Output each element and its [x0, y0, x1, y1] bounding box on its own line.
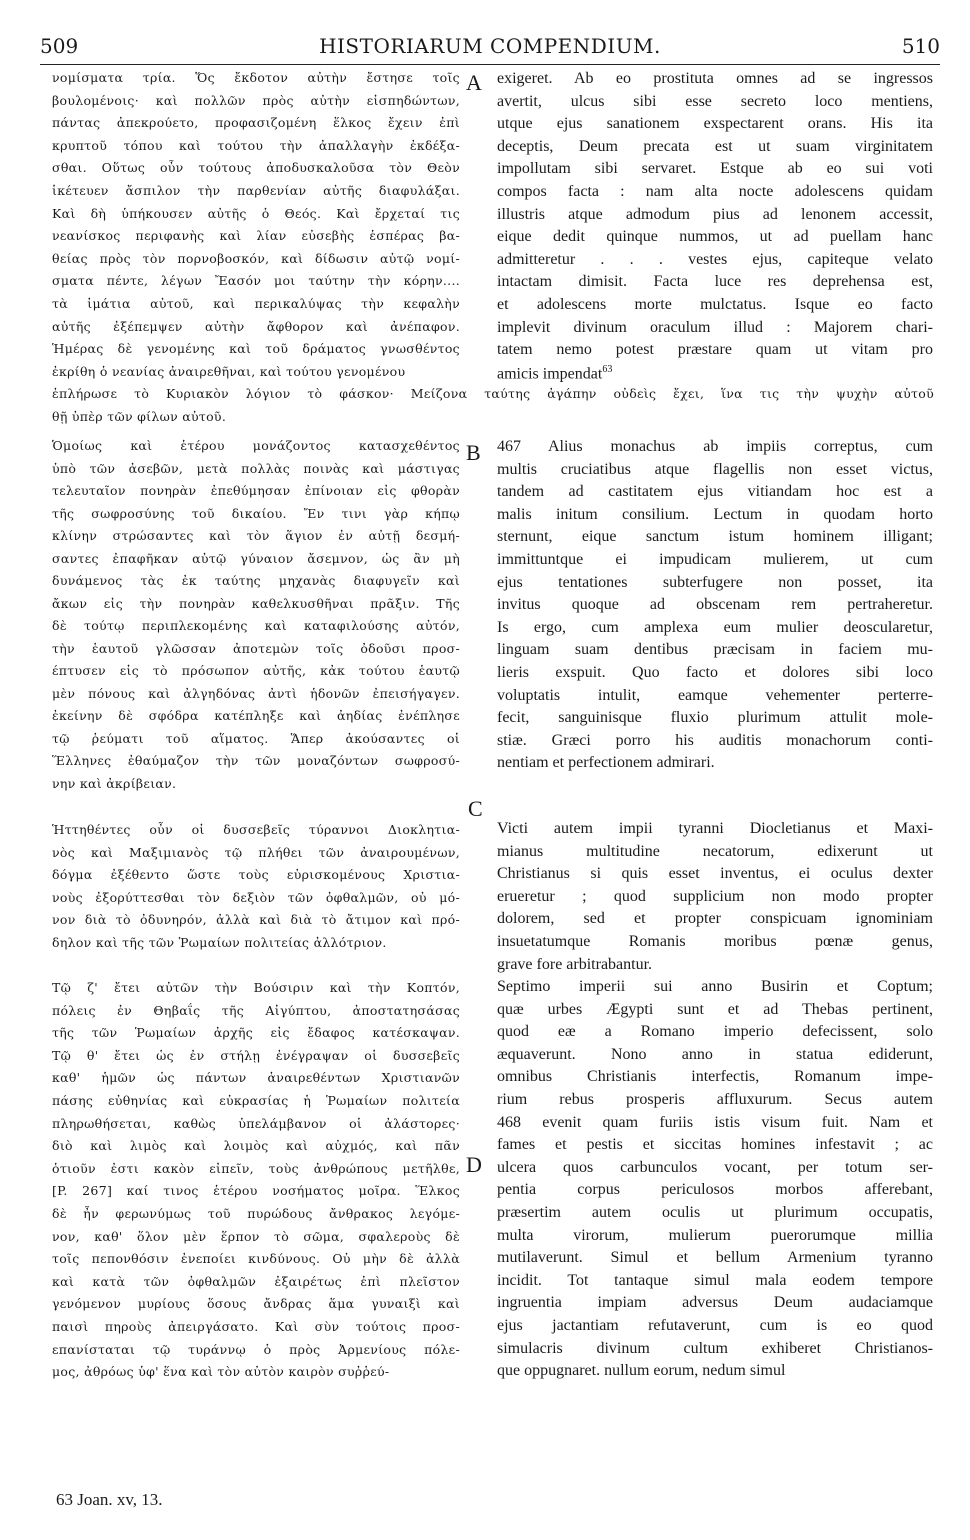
text-line: stiæ. Græci porro his auditis monachorum conti-: [497, 731, 933, 749]
page-header: [40, 34, 940, 64]
text-line: fames et pestis et siccitas homines infestavit ; ac: [497, 1136, 933, 1154]
text-line: ὁτιοῦν ἐστι κακὸν εἰπεῖν, τοὺς ἀνθρώπους μετῆλθε,: [52, 1160, 460, 1176]
footnote: 63 Joan. xv, 13.: [56, 1490, 163, 1509]
text-line: que oppugnaret. nullum eorum, nedum simul: [497, 1362, 786, 1380]
text-line: exigeret. Ab eo prostituta omnes ad se ingressos: [497, 70, 933, 87]
latin-text-block-4: [497, 978, 933, 1418]
text-line: καὶ κατὰ τῶν ὀφθαλμῶν ἐξαιρέτως ἐπὶ πλεῖστον: [52, 1273, 460, 1289]
text-line: Is ergo, cum amplexa eum mulier deoscularetur,: [497, 618, 933, 636]
text-line: incidit. Tot tantaque simul mala eodem tempore: [497, 1271, 933, 1289]
text-line: ulcera quos carbunculos vocant, per totum ser-: [497, 1158, 933, 1176]
text-line: παισὶ πηροὺς ἀπειργάσατο. Καὶ σὺν τούτοις προσ-: [52, 1319, 460, 1334]
text-line: simulacris divinum cultum exhiberet Christianos-: [497, 1339, 933, 1357]
text-line: νεανίσκος περιφανὴς καὶ λίαν εὐσεβὴς ἑσπέρας βα-: [52, 228, 460, 244]
header-rule: [40, 64, 940, 65]
text-line: ingruentia impiam adversus Deum audaciamque: [497, 1294, 933, 1312]
text-line: νοὺς ἐξορύττεσθαι τὸν δεξιὸν τῶν ὀφθαλμῶν, οὐ μό-: [52, 889, 460, 905]
greek-text-block-2: [52, 438, 460, 808]
text-line: τὴν ἑαυτοῦ γλῶσσαν ἀποτεμὼν τοῖς ὀδοῦσι προσ-: [52, 640, 460, 656]
text-line: διὸ καὶ λιμὸς καὶ λοιμὸς καὶ αὐχμός, καὶ πᾶν: [52, 1138, 460, 1154]
text-line: æquaverunt. Nono anno in statua ediderunt,: [497, 1045, 933, 1063]
text-line: Ἡμέρας δὲ γενομένης καὶ τοῦ δράματος γνωσθέντος: [52, 341, 460, 357]
text-line: ejus jactantiam refutaverunt, cum is eo quod: [497, 1317, 933, 1334]
text-line: erueretur ; quod supplicium non modo propter: [497, 887, 933, 905]
text-line: θείας πρὸς τὸν πορνοβοσκόν, καὶ δίδωσιν αὐτῷ νομί-: [52, 250, 460, 266]
text-line: ejus tentationes subterfugere non posset, ita: [497, 573, 933, 591]
latin-text-block-3: [497, 820, 933, 990]
text-line: νον διὰ τὸ ὀδυνηρόν, ἀλλὰ καὶ διὰ τὸ ἄτιμον καὶ πρό-: [52, 912, 460, 928]
text-line: 468 evenit quam furiis istis visum fuit. Nam et: [497, 1113, 933, 1131]
greek-text-block-4: [52, 980, 460, 1420]
text-line: multis cruciatibus atque flagellis non esset victus,: [497, 460, 933, 478]
text-line: insuetatumque Romanis moribus pœnæ genus,: [497, 933, 933, 950]
text-line: avertit, ulcus sibi esse secreto loco mentiens,: [497, 92, 933, 110]
text-line: malis initum consilium. Lectum in quodam horto: [497, 505, 933, 523]
greek-text-block-3: [52, 822, 460, 962]
text-line: ἄκων εἰς τὴν πονηρὰν καθελκυσθῆναι πρᾶξιν. Τῆς: [52, 595, 460, 611]
text-line: linguam suam dentibus præcisam in faciem mu-: [497, 641, 933, 659]
text-line: voluptatis intulit, eamque vehementer perterre-: [497, 686, 933, 704]
text-line: Christianus si quis esset inventus, ei oculus dexter: [497, 865, 933, 883]
text-line: πόλεις ἐν Θηβαΐς τῆς Αἰγύπτου, ἀποστατησάσας: [52, 1002, 460, 1018]
page-number-right: 510: [901, 34, 940, 58]
text-line: βουλομένοις· καὶ πολλῶν πρὸς αὐτὴν εἰσπηδώντων,: [52, 92, 460, 108]
text-line: δηλον καὶ τῆς τῶν Ῥωμαίων πολιτείας ἀλλότριον.: [52, 935, 387, 950]
text-line: πληρωθήσεται, καθὼς ὑπελάμβανον οἱ ἀλάστορες·: [52, 1115, 460, 1131]
text-line: καθ' ἡμῶν ὡς πάντων ἀναιρεθέντων Χριστιανῶν: [52, 1070, 460, 1086]
section-marker-c: C: [468, 796, 483, 821]
text-line: mutilaverunt. Simul et bellum Armenium tyranno: [497, 1249, 933, 1267]
text-line: 467 Alius monachus ab impiis correptus, cum: [497, 438, 933, 455]
text-line: δὲ τούτῳ περιπλεκομένης καὶ καταφιλούσης αὐτόν,: [52, 618, 460, 633]
text-line: quod eæ a Romano imperio defecissent, solo: [497, 1023, 933, 1041]
text-line: δυνάμενος τὰς ἐκ ταύτης μηχανὰς διαφυγεῖν καὶ: [52, 573, 460, 588]
text-line: præsertim autem oculis ut plurimum occupatis,: [497, 1204, 933, 1221]
footnote-ref: 63: [602, 363, 613, 375]
text-line: μὲν πόνους καὶ ἀλγηδόνας ἀντὶ ἡδονῶν ἐπεισήγαγεν.: [52, 685, 460, 701]
text-line: κλίνην στρώσαντες καὶ τὸν ἅγιον ἐν αὐτῇ δεσμή-: [52, 528, 460, 543]
text-line: quæ urbes Ægypti sunt et ad Thebas pertinent,: [497, 1000, 933, 1018]
text-line: Καὶ δὴ ὑπήκουσεν αὐτῆς ὁ Θεός. Καὶ ἔρχεταί τις: [52, 205, 460, 221]
text-line: [P. 267] καί τινος ἑτέρου νοσήματος μοῖρα. Ἕλκος: [52, 1183, 460, 1199]
text-line: τοῖς πεπονθόσιν ἐνεποίει κινδύνους. Οὐ μὴν δὲ ἀλλὰ: [52, 1251, 460, 1267]
text-line: Τῷ θ' ἔτει ὡς ἐν στήλῃ ἐνέγραψαν οἱ δυσσεβεῖς: [52, 1047, 460, 1063]
text-line: Ἡττηθέντες οὖν οἱ δυσσεβεῖς τύραννοι Διοκλητια-: [52, 822, 460, 837]
section-marker-d: D: [466, 1152, 482, 1177]
text-line: deceptis, Deum precata est ut suam virginitatem: [497, 137, 933, 155]
text-line: πάντας ἀπεκρούετο, προφασιζομένη ἕλκος ἔχειν ἐπὶ: [52, 115, 460, 131]
section-marker-b: B: [466, 440, 481, 465]
text-line: mianus multitudine necatorum, edixerunt ut: [497, 842, 933, 860]
text-line: admitteretur . . . vestes ejus, capiteque velato: [497, 250, 933, 268]
latin-text-block-2: [497, 438, 933, 788]
text-line: τῆς σωφροσύνης τοῦ δικαίου. Ἔν τινι γὰρ κήπῳ: [52, 505, 460, 521]
text-line: amicis impendat$^{63}$: [497, 363, 613, 383]
text-line: impollutam sibi servaret. Estque ab eo sui voti: [497, 160, 933, 178]
text-line: ἐκρίθη ὁ νεανίας ἀναιρεθῆναι, καὶ τούτου γενομένου: [52, 363, 406, 379]
text-line: multa virorum, mulierum puerorumque millia: [497, 1226, 933, 1244]
text-line: νὸς καὶ Μαξιμιανὸς τῷ πλήθει τῶν ἀναιρουμένων,: [52, 844, 460, 860]
text-line: tandem ad castitatem ejus vitiandam hoc est a: [497, 483, 933, 501]
text-line: νομίσματα τρία. Ὅς ἔκδοτον αὐτὴν ἔστησε τοῖς: [52, 70, 460, 85]
text-line: ὑπὸ τῶν ἀσεβῶν, μετὰ πολλὰς ποινὰς καὶ μάστιγας: [52, 460, 460, 476]
text-line: τῆς τῶν Ῥωμαίων ἀρχῆς εἰς ἔδαφος κατέσκαψαν.: [52, 1025, 460, 1041]
text-line: fecit, sanguinisque fluxio plurimum attulit mole-: [497, 709, 933, 727]
running-title: HISTORIARUM COMPENDIUM.: [319, 34, 661, 58]
text-line: utque ejus sanationem exspectarent orans. His ita: [497, 115, 933, 133]
text-line: immittuntque ei impudicam mulierem, ut cum: [497, 551, 933, 568]
text-line: lieris exspuit. Quo facto et dolores sibi loco: [497, 664, 933, 681]
text-line: tatem nemo potest præstare quam ut vitam pro: [497, 341, 933, 359]
text-line: θῇ ὑπὲρ τῶν φίλων αὐτοῦ.: [52, 408, 227, 424]
text-line: Ἕλληνες ἐθαύμαζον τὴν τῶν μοναζόντων σωφροσύ-: [52, 753, 460, 768]
text-line: σματα πέντε, λέγων Ἔασόν μοι ταύτην τὴν κόρην....: [52, 273, 460, 289]
text-line: μος, ἀθρόως ὑφ' ἕνα καὶ τὸν αὐτὸν καιρὸν συῤῥεύ-: [52, 1364, 390, 1380]
section-marker-a: A: [466, 70, 482, 95]
greek-text-block-1: [52, 70, 460, 400]
text-line: et adolescens morte mulctatus. Isque eo facto: [497, 296, 933, 313]
text-line: illustris atque admodum pius ad lenonem accessit,: [497, 205, 933, 223]
text-line: δὲ ἦν φερωνύμως τοῦ πυρώδους ἄνθρακος λεγόμε-: [52, 1206, 460, 1221]
text-line: κρυπτοῦ τόπου καὶ τούτου τὴν ἀπαλλαγὴν ἐκδέξα-: [52, 137, 460, 153]
text-line: dolorem, sed et propter conspicuam ignominiam: [497, 910, 933, 928]
text-line: τῷ ῥεύματι τοῦ αἵματος. Ἅπερ ἀκούσαντες οἱ: [52, 730, 460, 746]
text-line: σθαι. Οὕτως οὖν τούτους ἀποδυσκαλοῦσα τὸν Θεὸν: [52, 160, 460, 176]
text-line: Victi autem impii tyranni Diocletianus et Maxi-: [497, 820, 933, 837]
text-line: nentiam et perfectionem admirari.: [497, 754, 715, 772]
text-line: νον, καθ' ὅλον μὲν ἕρπον τὸ σῶμα, σφαλεροὺς δὲ: [52, 1228, 460, 1244]
text-line: σαντες ἐπαφῆκαν αὐτῷ γύναιον ἄσεμνον, ὡς ἂν μὴ: [52, 550, 460, 566]
text-line: δόγμα ἐξέθεντο ὥστε τοὺς εὑρισκομένους Χριστια-: [52, 867, 460, 883]
text-line: νην καὶ ἀκρίβειαν.: [52, 775, 177, 791]
text-line: ἐκείνην δὲ σφόδρα κατέπληξε καὶ ἀηδίας ἐνέπλησε: [52, 708, 460, 723]
text-line: τὰ ἱμάτια αὐτοῦ, καὶ περικαλύψας τὴν κεφαλὴν: [52, 296, 460, 311]
text-line: grave fore arbitrabantur.: [497, 955, 653, 973]
text-line: Septimo imperii sui anno Busirin et Coptum;: [497, 978, 933, 995]
text-line: eique dedit quinque nummos, ut ad puellam hanc: [497, 228, 933, 246]
text-line: implevit divinum oraculum illud : Majorem chari-: [497, 318, 933, 336]
page-number-left: 509: [40, 34, 79, 58]
text-line: pentia corpus periculosos morbos afferebant,: [497, 1181, 933, 1199]
text-line: Ὁμοίως καὶ ἑτέρου μονάζοντος κατασχεθέντος: [52, 438, 460, 453]
text-line: επανίσταται τῷ τυράννῳ ὁ πρὸς Ἀρμενίους πόλε-: [52, 1341, 460, 1357]
text-line: έπτυσεν εἰς τὸ πρόσωπον αὐτῆς, κἀκ τούτου ἑαυτῷ: [52, 663, 460, 678]
text-line: γενόμενον μυρίους ὅσους ἄνδρας ἅμα γυναιξὶ καὶ: [52, 1296, 460, 1312]
text-line: ἱκέτευεν ἄσπιλον τὴν παρθενίαν αὐτῆς διαφυλάξαι.: [52, 183, 460, 198]
text-line: τελευταῖον πονηρὰν ἐπεθύμησαν ἐπίνοιαν εἰς φθορὰν: [52, 483, 460, 498]
text-line: ἐπλήρωσε τὸ Κυριακὸν λόγιον τὸ φάσκον· Μείζονα ταύτης ἀγάπην οὐδεὶς ἔχει, ἵνα τις τὴν ψυχὴν αὐτοῦ: [52, 386, 934, 401]
text-line: omnibus Christianis interfectis, Romanum impe-: [497, 1068, 933, 1086]
text-line: αὐτῆς ἐξέπεμψεν αὐτὴν ἄφθορον καὶ ἀνέπαφον.: [52, 318, 460, 334]
text-line: πάσης εὐθηνίας καὶ εὐκρασίας ἡ Ῥωμαίων πολιτεία: [52, 1093, 460, 1108]
latin-text-block-1: [497, 70, 933, 400]
text-line: invitus quoque ad obscenam rem pertraheretur.: [497, 596, 933, 614]
text-line: sternunt, eique sanctum istum hominem illigant;: [497, 528, 933, 546]
text-line: Τῷ ζ' ἔτει αὐτῶν τὴν Βούσιριν καὶ τὴν Κοπτόν,: [52, 980, 460, 995]
text-line: intactam dimisit. Facta luce res deprehensa est,: [497, 273, 933, 291]
text-line: rium rebus prosperis affluxurum. Secus autem: [497, 1091, 933, 1108]
text-line: compos facta : nam alta nocte adolescens quidam: [497, 183, 933, 200]
